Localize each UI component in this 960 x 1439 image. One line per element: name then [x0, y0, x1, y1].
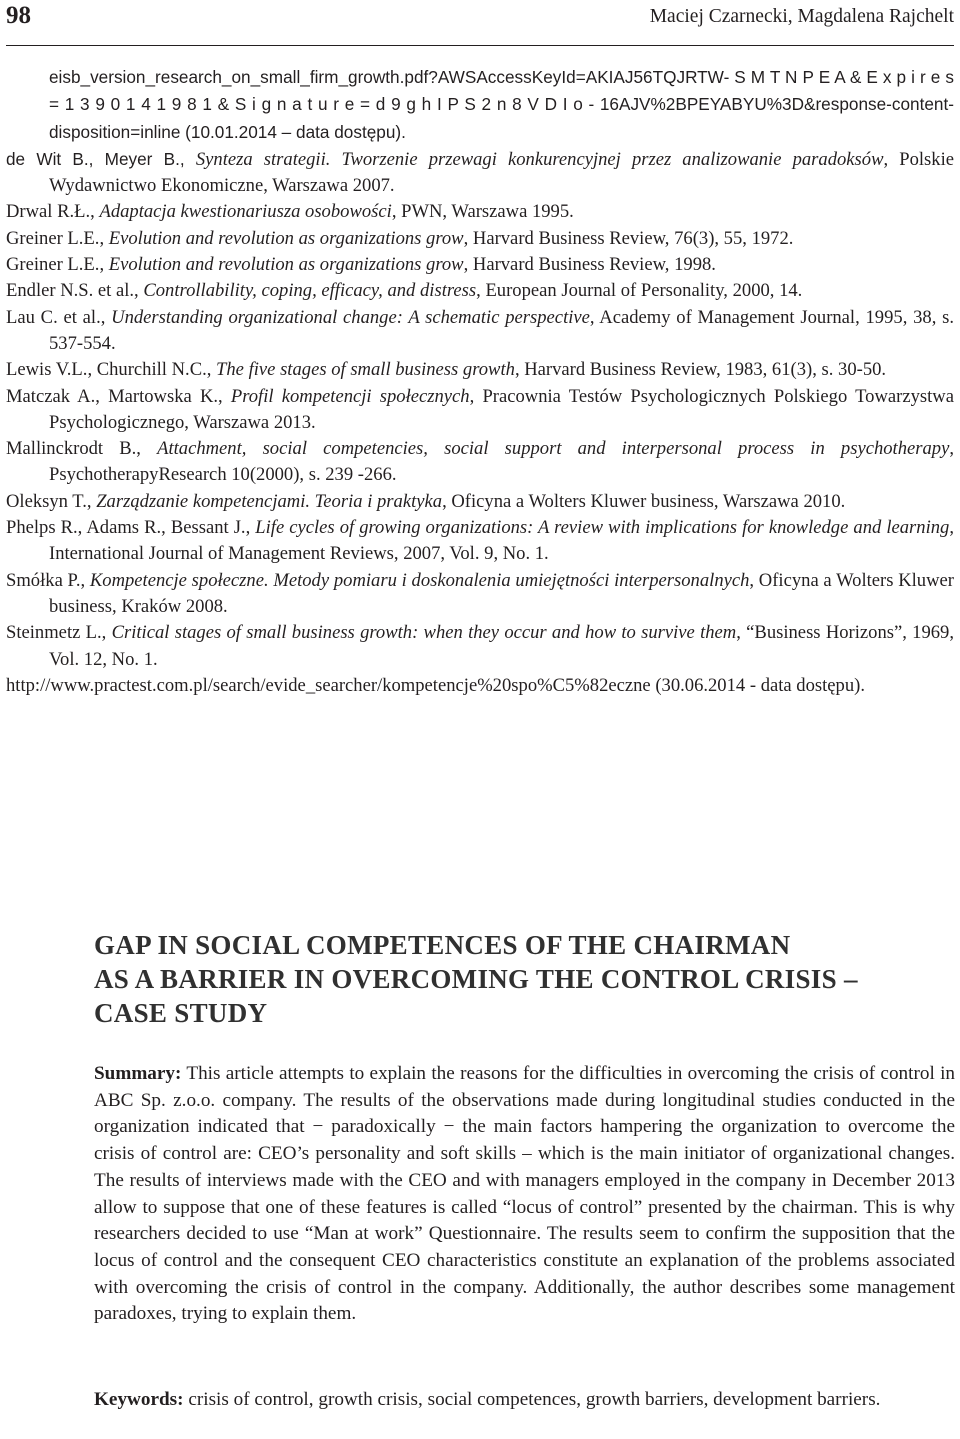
reference-author: Lewis V.L., Churchill N.C., [6, 359, 217, 381]
reference-item [6, 226, 954, 252]
reference-item [6, 436, 954, 489]
article-title-line: CASE STUDY [94, 998, 268, 1028]
url-line: S M T N P E A & E x p i r e s = 1 3 9 0 1 4 1 9 8 1 & S i g n a t u r e = d 9 g h I P S 2 n 8 V D I o - [49, 67, 954, 115]
reference-item [6, 568, 954, 621]
reference-source: , PWN, Warszawa 1995. [391, 201, 574, 223]
reference-source: , European Journal of Personality, 2000, 14. [476, 280, 803, 302]
article-summary [94, 1061, 955, 1328]
reference-author: de Wit B., Meyer B., [6, 148, 196, 169]
reference-item [6, 620, 954, 673]
references-list [6, 64, 954, 699]
reference-source: , Pracownia Testów Psychologicznych Polskiego Towarzystwa Psychologicznego, Warszawa 2013. [49, 385, 954, 433]
header-rule [6, 45, 954, 46]
reference-item [6, 252, 954, 278]
article-title-line: GAP IN SOCIAL COMPETENCES OF THE CHAIRMAN [94, 930, 791, 960]
reference-source: , International Journal of Management Reviews, 2007, Vol. 9, No. 1. [49, 517, 954, 565]
url-line: 16AJV%2BPEYABYU%3D&response-content-disposition=inline (10.01.2014 – data dostępu). [49, 94, 954, 142]
reference-item [6, 278, 954, 304]
reference-item [6, 199, 954, 225]
reference-source: , Harvard Business Review, 1998. [463, 254, 716, 276]
reference-author: Drwal R.Ł., [6, 201, 100, 223]
page-header [0, 0, 960, 46]
article-title-line: AS A BARRIER IN OVERCOMING THE CONTROL CRISIS – [94, 964, 858, 994]
keywords-label: Keywords: [94, 1389, 184, 1410]
reference-author: Phelps R., Adams R., Bessant J., [6, 517, 256, 539]
reference-title: Adaptacja kwestionariusza osobowości [99, 201, 392, 223]
summary-text: This article attempts to explain the reasons for the difficulties in overcoming the crisis of control in ABC Sp. z.o.o. company. The results of the observations made during longitudinal studies conducted in the organization indicated that − paradoxically − the main factors hampering the organization to overcome the crisis of control are: CEO’s personality and soft skills – which is the main initiator of organizational changes. The results of interviews made with the CEO and with managers employed in the company in December 2013 allow to suppose that one of these features is called “locus of control” presented by the chairman. This is why researchers decided to use “Man at work” Questionnaire. The results seem to confirm the supposition that the locus of control and the consequent CEO characteristics constitute an explanation of the problems associated with overcoming the crisis of control in the company. Additionally, the author describes some management paradoxes, trying to explain them. [94, 1063, 955, 1325]
summary-label: Summary: [94, 1063, 182, 1084]
keywords-text: crisis of control, growth crisis, social competences, growth barriers, development barriers. [183, 1389, 881, 1410]
reference-url: http://www.practest.com.pl/search/evide_searcher/kompetencje%20spo%C5%82eczne (30.06.2014 - data dostępu). [6, 674, 865, 696]
reference-title: Attachment, social competencies, social support and interpersonal process in psychotherapy [157, 438, 950, 460]
reference-item [6, 305, 954, 358]
article-title [94, 928, 924, 1030]
reference-title: Controllability, coping, efficacy, and distress [143, 280, 477, 302]
reference-source: , Oficyna a Wolters Kluwer business, Kraków 2008. [49, 569, 954, 617]
reference-title: Profil kompetencji społecznych [230, 385, 470, 407]
reference-source: , Polskie Wydawnictwo Ekonomiczne, Warszawa 2007. [49, 148, 955, 197]
reference-title: Zarządzanie kompetencjami. Teoria i praktyka [96, 490, 443, 512]
reference-title: Evolution and revolution as organizations grow [108, 227, 464, 249]
reference-title: Kompetencje społeczne. Metody pomiaru i doskonalenia umiejętności interpersonalnych [89, 569, 750, 591]
reference-source: , “Business Horizons”, 1969, Vol. 12, No. 1. [49, 622, 954, 670]
reference-author: Endler N.S. et al., [6, 280, 144, 302]
reference-title: Evolution and revolution as organizations grow [108, 254, 464, 276]
reference-item [6, 146, 954, 200]
reference-title: Critical stages of small business growth: when they occur and how to survive them [111, 622, 737, 644]
reference-source: , Academy of Management Journal, 1995, 38, s. 537-554. [49, 306, 954, 354]
page-number: 98 [6, 2, 31, 29]
reference-title: Understanding organizational change: A schematic perspective [111, 306, 590, 328]
reference-author: Greiner L.E., [6, 254, 109, 276]
reference-author: Lau C. et al., [6, 306, 112, 328]
reference-author: Oleksyn T., [6, 490, 97, 512]
running-title: Maciej Czarnecki, Magdalena Rajchelt [649, 6, 954, 27]
reference-item [6, 384, 954, 437]
reference-source: , Oficyna a Wolters Kluwer business, Warszawa 2010. [442, 490, 846, 512]
article-keywords [94, 1387, 955, 1414]
reference-author: Matczak A., Martowska K., [6, 385, 231, 407]
reference-author: Steinmetz L., [6, 622, 112, 644]
reference-title: The five stages of small business growth [216, 359, 515, 381]
reference-author: Greiner L.E., [6, 227, 109, 249]
reference-item [6, 489, 954, 515]
reference-source: , Harvard Business Review, 76(3), 55, 1972. [463, 227, 794, 249]
reference-item [6, 515, 954, 568]
reference-title: Synteza strategii. Tworzenie przewagi konkurencyjnej przez analizowanie paradoksów [195, 148, 884, 170]
reference-source: , PsychotherapyResearch 10(2000), s. 239 -266. [49, 438, 955, 486]
reference-source: , Harvard Business Review, 1983, 61(3), s. 30-50. [514, 359, 887, 381]
reference-item [6, 357, 954, 383]
reference-title: Life cycles of growing organizations: A review with implications for knowledge and learning [255, 517, 950, 539]
reference-author: Mallinckrodt B., [6, 438, 158, 460]
url-line: eisb_version_research_on_small_firm_growth.pdf?AWSAccessKeyId=AKIAJ56TQJRTW- [49, 67, 730, 87]
reference-url-continuation [6, 64, 954, 146]
reference-author: Smółka P., [6, 569, 90, 591]
reference-url-item [6, 673, 954, 699]
